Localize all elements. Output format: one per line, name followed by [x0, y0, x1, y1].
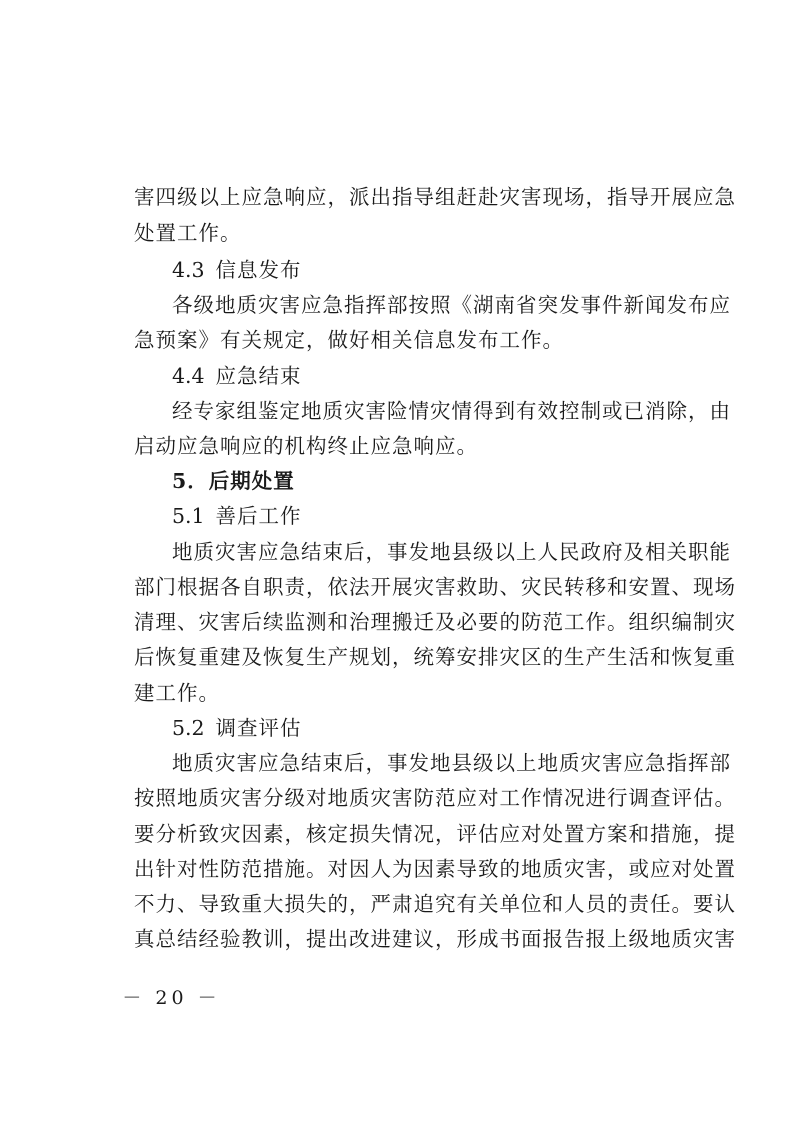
body-text-line: 真总结经验教训，提出改进建议，形成书面报告报上级地质灾害: [134, 927, 736, 951]
body-text-line: 启动应急响应的机构终止应急响应。: [134, 434, 478, 458]
section-heading-4-4: [172, 362, 674, 390]
body-text-line: 地质灾害应急结束后，事发地县级以上地质灾害应急指挥部: [172, 751, 731, 775]
body-text-line: 地质灾害应急结束后，事发地县级以上人民政府及相关职能: [172, 540, 731, 564]
section-heading-5-1: [172, 502, 674, 530]
section-title: 信息发布: [215, 258, 302, 282]
body-text-line: 清理、灾害后续监测和治理搬迁及必要的防范工作。组织编制灾: [134, 610, 736, 634]
body-text-line: 要分析致灾因素，核定损失情况，评估应对处置方案和措施，提: [134, 822, 736, 846]
body-text-line: 不力、导致重大损失的，严肃追究有关单位和人员的责任。要认: [134, 892, 736, 916]
body-text-line: 急预案》有关规定，做好相关信息发布工作。: [134, 328, 564, 352]
body-text-line: 处置工作。: [134, 221, 242, 245]
section-title: 善后工作: [215, 504, 302, 528]
body-text-line: 各级地质灾害应急指挥部按照《湖南省突发事件新闻发布应: [172, 293, 731, 317]
body-text-line: 害四级以上应急响应，派出指导组赶赴灾害现场，指导开展应急: [134, 185, 736, 209]
section-number: 4.4: [172, 364, 205, 388]
body-text-line: 经专家组鉴定地质灾害险情灾情得到有效控制或已消除，由: [172, 399, 731, 423]
body-text-line: 后恢复重建及恢复生产规划，统筹安排灾区的生产生活和恢复重: [134, 645, 736, 669]
section-heading-5-2: [172, 714, 674, 742]
body-text-line: 建工作。: [134, 681, 220, 705]
section-heading-4-3: [172, 256, 674, 284]
section-number: 5.2: [172, 716, 205, 740]
body-text-line: 出针对性防范措施。对因人为因素导致的地质灾害，或应对处置: [134, 857, 736, 881]
body-text-line: 按照地质灾害分级对地质灾害防范应对工作情况进行调查评估。: [134, 786, 736, 810]
section-title: 应急结束: [215, 364, 302, 388]
section-number: 4.3: [172, 258, 205, 282]
section-title: 调查评估: [215, 716, 302, 740]
page-number: － 20 －: [122, 987, 221, 1009]
chapter-heading-5: 5．后期处置: [172, 469, 295, 493]
body-text-line: 部门根据各自职责，依法开展灾害救助、灾民转移和安置、现场: [134, 575, 736, 599]
section-number: 5.1: [172, 504, 205, 528]
